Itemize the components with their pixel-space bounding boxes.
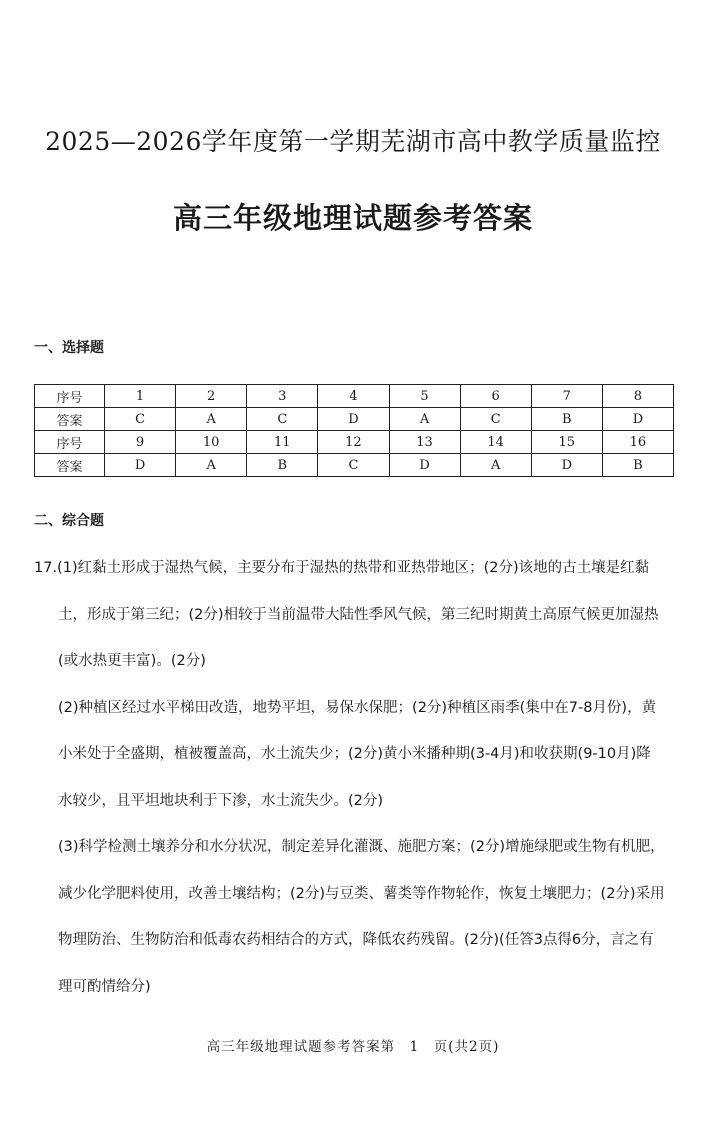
answer-line: 减少化学肥料使用，改善土壤结构；(2分)与豆类、薯类等作物轮作，恢复土壤肥力；(2分)采用 (58, 885, 665, 902)
answer-line: (2)种植区经过水平梯田改造，地势平坦，易保水保肥；(2分)种植区雨季(集中在7-8月份)，黄 (58, 699, 657, 716)
row-label: 答案 (35, 408, 105, 431)
table-cell: 1 (105, 385, 176, 408)
table-cell: 11 (247, 431, 318, 454)
document-subtitle: 高三年级地理试题参考答案 (172, 201, 533, 235)
section-heading-multiple-choice: 一、选择题 (34, 340, 104, 356)
table-cell: 10 (176, 431, 247, 454)
table-cell: 6 (460, 385, 531, 408)
page-footer: 高三年级地理试题参考答案第 1 页(共2页) (206, 1039, 500, 1055)
table-cell: C (105, 408, 176, 431)
table-cell: A (460, 454, 531, 477)
answer-line: (3)科学检测土壤养分和水分状况，制定差异化灌溉、施肥方案；(2分)增施绿肥或生物有机肥， (58, 839, 665, 855)
table-cell: A (176, 454, 247, 477)
answer-line: 小米处于全盛期，植被覆盖高，水土流失少；(2分)黄小米播种期(3-4月)和收获期(9-10月)降 (58, 746, 651, 762)
answer-line: 理可酌情给分) (58, 978, 151, 995)
table-cell: D (105, 454, 176, 477)
answer-table (34, 384, 674, 477)
table-cell: 15 (531, 431, 602, 454)
answer-line: (或水热更丰富)。(2分) (58, 653, 206, 669)
table-cell: 16 (602, 431, 673, 454)
table-cell: B (247, 454, 318, 477)
table-cell: 9 (105, 431, 176, 454)
table-cell: D (602, 408, 673, 431)
table-cell: D (318, 408, 389, 431)
table-cell: B (602, 454, 673, 477)
table-cell: 5 (389, 385, 460, 408)
table-cell: 13 (389, 431, 460, 454)
table-cell: 4 (318, 385, 389, 408)
section-heading-comprehensive: 二、综合题 (34, 513, 104, 529)
document-title: 2025—2026学年度第一学期芜湖市高中教学质量监控 (45, 127, 661, 156)
table-cell: 2 (176, 385, 247, 408)
table-cell: C (460, 408, 531, 431)
table-cell: C (247, 408, 318, 431)
question-17-answer (34, 545, 674, 1010)
row-label: 答案 (35, 454, 105, 477)
table-cell: D (389, 454, 460, 477)
table-cell: D (531, 454, 602, 477)
table-cell: 7 (531, 385, 602, 408)
table-cell: 8 (602, 385, 673, 408)
table-row (35, 431, 674, 454)
answer-line: 17.(1)红黏土形成于湿热气候，主要分布于湿热的热带和亚热带地区；(2分)该地的古土壤是红黏 (34, 560, 650, 576)
table-cell: B (531, 408, 602, 431)
table-cell: 14 (460, 431, 531, 454)
answer-line: 物理防治、生物防治和低毒农药相结合的方式，降低农药残留。(2分)(任答3点得6分，言之有 (58, 932, 654, 948)
table-row (35, 385, 674, 408)
table-row (35, 408, 674, 431)
row-label: 序号 (35, 431, 105, 454)
table-cell: C (318, 454, 389, 477)
table-cell: 3 (247, 385, 318, 408)
table-cell: 12 (318, 431, 389, 454)
answer-line: 土，形成于第三纪；(2分)相较于当前温带大陆性季风气候，第三纪时期黄土高原气候更加湿热 (58, 606, 659, 623)
answer-line: 水较少，且平坦地块利于下渗，水土流失少。(2分) (58, 792, 384, 809)
table-cell: A (389, 408, 460, 431)
row-label: 序号 (35, 385, 105, 408)
table-cell: A (176, 408, 247, 431)
table-row (35, 454, 674, 477)
